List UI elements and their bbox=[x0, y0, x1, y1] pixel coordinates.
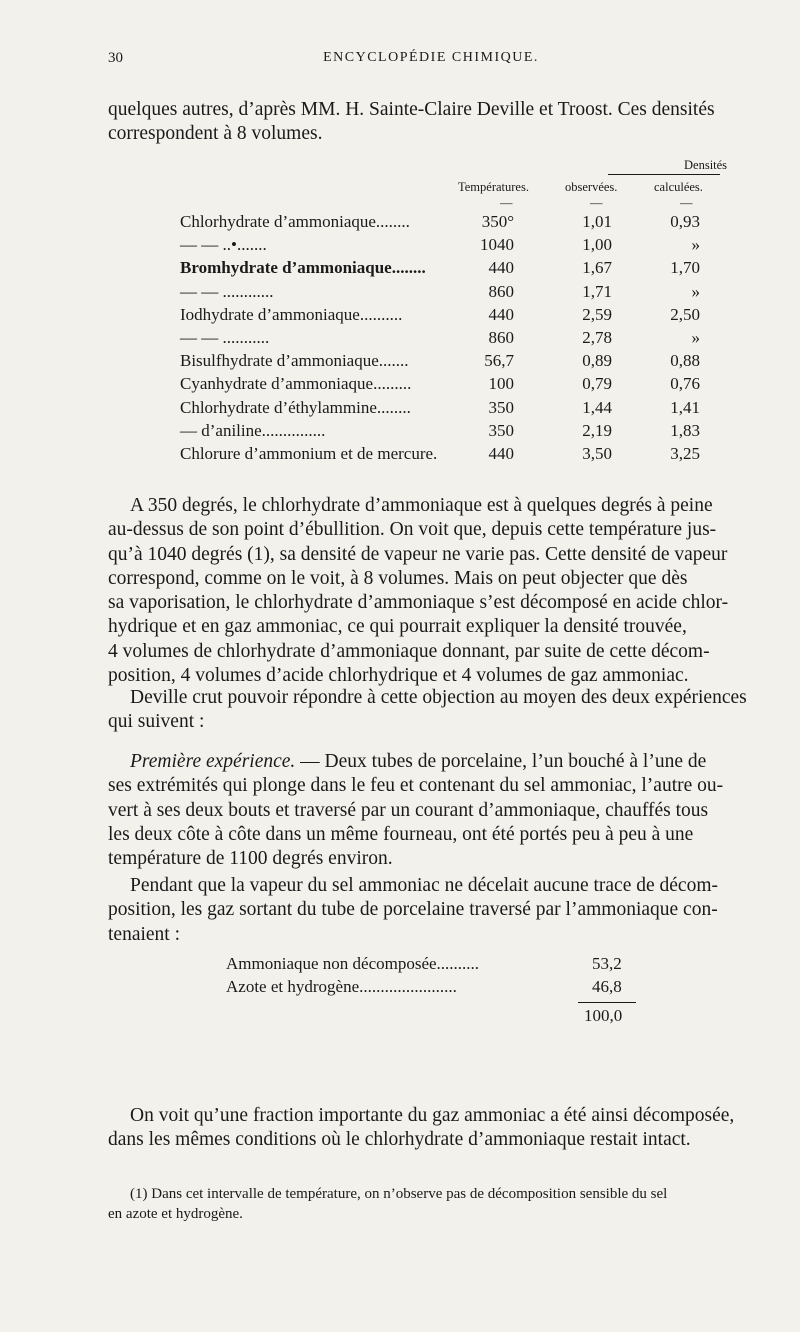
observed-density: 2,19 bbox=[582, 421, 612, 440]
page-number: 30 bbox=[108, 50, 123, 66]
compound-name: Bisulfhydrate d’ammoniaque....... bbox=[180, 351, 409, 370]
temperature-value: 350 bbox=[488, 421, 514, 440]
compound-name: Chlorure d’ammonium et de mercure. bbox=[180, 444, 438, 463]
observed-density: 2,78 bbox=[582, 328, 612, 347]
paragraph-premiere-experience bbox=[108, 750, 768, 871]
text-line: au-dessus de son point d’ébullition. On voit que, depuis cette température jus- bbox=[108, 519, 717, 541]
temperature-value: 440 bbox=[488, 305, 514, 324]
observed-density: 0,89 bbox=[582, 351, 612, 370]
text-line: qui suivent : bbox=[108, 711, 205, 733]
paragraph-deville bbox=[108, 686, 768, 735]
calculated-density: » bbox=[691, 328, 700, 347]
running-title: ENCYCLOPÉDIE CHIMIQUE. bbox=[323, 50, 539, 65]
temperature-value: 1040 bbox=[480, 235, 514, 254]
calculated-density: 0,93 bbox=[670, 212, 700, 231]
header-densites: Densités bbox=[684, 158, 728, 172]
composition-total: 100,0 bbox=[584, 1006, 623, 1025]
text-line: ses extrémités qui plonge dans le feu et contenant du sel ammoniac, l’autre ou- bbox=[108, 775, 724, 797]
text-line: correspondent à 8 volumes. bbox=[108, 123, 323, 145]
page-header bbox=[108, 50, 754, 72]
text-line: A 350 degrés, le chlorhydrate d’ammoniaque est à quelques degrés à peine bbox=[130, 495, 713, 516]
text-line: position, 4 volumes d’acide chlorhydrique et 4 volumes de gaz ammoniac. bbox=[108, 665, 689, 687]
calculated-density: 0,76 bbox=[670, 374, 700, 393]
text-line: correspond, comme on le voit, à 8 volumes. Mais on peut objecter que dès bbox=[108, 567, 688, 589]
header-dash: — bbox=[590, 196, 603, 210]
observed-density: 3,50 bbox=[582, 444, 612, 463]
composition-value: 53,2 bbox=[592, 954, 622, 973]
temperature-value: 440 bbox=[488, 444, 514, 463]
footnote bbox=[108, 1184, 768, 1224]
text-line: 4 volumes de chlorhydrate d’ammoniaque donnant, par suite de cette décom- bbox=[108, 640, 710, 662]
header-temperatures: Températures. bbox=[458, 180, 529, 194]
calculated-density: » bbox=[691, 235, 700, 254]
text-line: Pendant que la vapeur du sel ammoniac ne décelait aucune trace de décom- bbox=[130, 875, 718, 896]
compound-name: — d’aniline............... bbox=[180, 421, 326, 440]
temperature-value: 860 bbox=[488, 282, 514, 301]
text-line: les deux côte à côte dans un même fourneau, ont été portés peu à peu à une bbox=[108, 823, 694, 845]
text-line: sa vaporisation, le chlorhydrate d’ammoniaque s’est décomposé en acide chlor- bbox=[108, 592, 729, 614]
calculated-density: 1,83 bbox=[670, 421, 700, 440]
temperature-value: 860 bbox=[488, 328, 514, 347]
compound-name: — — ............ bbox=[180, 282, 274, 301]
observed-density: 1,01 bbox=[582, 212, 612, 231]
intro-paragraph bbox=[108, 98, 768, 147]
text-line: position, les gaz sortant du tube de porcelaine traversé par l’ammoniaque con- bbox=[108, 899, 718, 921]
observed-density: 0,79 bbox=[582, 374, 612, 393]
header-brace-rule bbox=[608, 174, 720, 175]
compound-name: Chlorhydrate d’ammoniaque........ bbox=[180, 212, 410, 231]
compound-name: Cyanhydrate d’ammoniaque......... bbox=[180, 374, 412, 393]
text-line: hydrique et en gaz ammoniac, ce qui pourrait expliquer la densité trouvée, bbox=[108, 616, 687, 638]
text-line: On voit qu’une fraction importante du gaz ammoniac a été ainsi décomposée, bbox=[130, 1105, 735, 1126]
text-line: — Deux tubes de porcelaine, l’un bouché à l’une de bbox=[295, 751, 707, 772]
header-dash: — bbox=[680, 196, 693, 210]
paragraph-pendant bbox=[108, 874, 768, 947]
calculated-density: 2,50 bbox=[670, 305, 700, 324]
calculated-density: » bbox=[691, 282, 700, 301]
paragraph-ebullition bbox=[108, 494, 768, 688]
compound-name: Iodhydrate d’ammoniaque.......... bbox=[180, 305, 403, 324]
paragraph-conclusion bbox=[108, 1104, 768, 1153]
observed-density: 2,59 bbox=[582, 305, 612, 324]
footnote-line: (1) Dans cet intervalle de température, on n’observe pas de décomposition sensible du sel bbox=[130, 1186, 668, 1202]
text-line: température de 1100 degrés environ. bbox=[108, 848, 393, 870]
experiment-title: Première expérience. bbox=[130, 751, 296, 772]
text-line: dans les mêmes conditions où le chlorhydrate d’ammoniaque restait intact. bbox=[108, 1129, 691, 1151]
temperature-value: 350 bbox=[488, 398, 514, 417]
header-calculees: calculées. bbox=[654, 180, 703, 194]
footnote-line: en azote et hydrogène. bbox=[108, 1206, 243, 1222]
observed-density: 1,71 bbox=[582, 282, 612, 301]
compound-name: — — ..•....... bbox=[180, 235, 267, 254]
header-dash: — bbox=[500, 196, 513, 210]
temperature-value: 56,7 bbox=[484, 351, 514, 370]
text-line: vert à ses deux bouts et traversé par un courant d’ammoniaque, chauffés tous bbox=[108, 799, 709, 821]
text-line: quelques autres, d’après MM. H. Sainte-Claire Deville et Troost. Ces densités bbox=[108, 99, 715, 120]
text-line: Deville crut pouvoir répondre à cette objection au moyen des deux expériences bbox=[130, 687, 747, 708]
composition-value: 46,8 bbox=[592, 977, 622, 996]
text-line: tenaient : bbox=[108, 923, 181, 945]
observed-density: 1,44 bbox=[582, 398, 612, 417]
sum-rule bbox=[578, 1002, 636, 1003]
header-observees: observées. bbox=[565, 180, 618, 194]
compound-name: — — ........... bbox=[180, 328, 270, 347]
compound-name: Chlorhydrate d’éthylammine........ bbox=[180, 398, 411, 417]
composition-label: Azote et hydrogène....................... bbox=[226, 977, 457, 996]
calculated-density: 0,88 bbox=[670, 351, 700, 370]
calculated-density: 1,41 bbox=[670, 398, 700, 417]
calculated-density: 1,70 bbox=[670, 258, 700, 277]
temperature-value: 440 bbox=[488, 258, 514, 277]
temperature-value: 100 bbox=[488, 374, 514, 393]
temperature-value: 350° bbox=[481, 212, 514, 231]
compound-name: Bromhydrate d’ammoniaque........ bbox=[180, 258, 426, 277]
calculated-density: 3,25 bbox=[670, 444, 700, 463]
observed-density: 1,00 bbox=[582, 235, 612, 254]
text-line: qu’à 1040 degrés (1), sa densité de vapeur ne varie pas. Cette densité de vapeur bbox=[108, 543, 728, 565]
observed-density: 1,67 bbox=[582, 258, 612, 277]
composition-label: Ammoniaque non décomposée.......... bbox=[226, 954, 480, 973]
